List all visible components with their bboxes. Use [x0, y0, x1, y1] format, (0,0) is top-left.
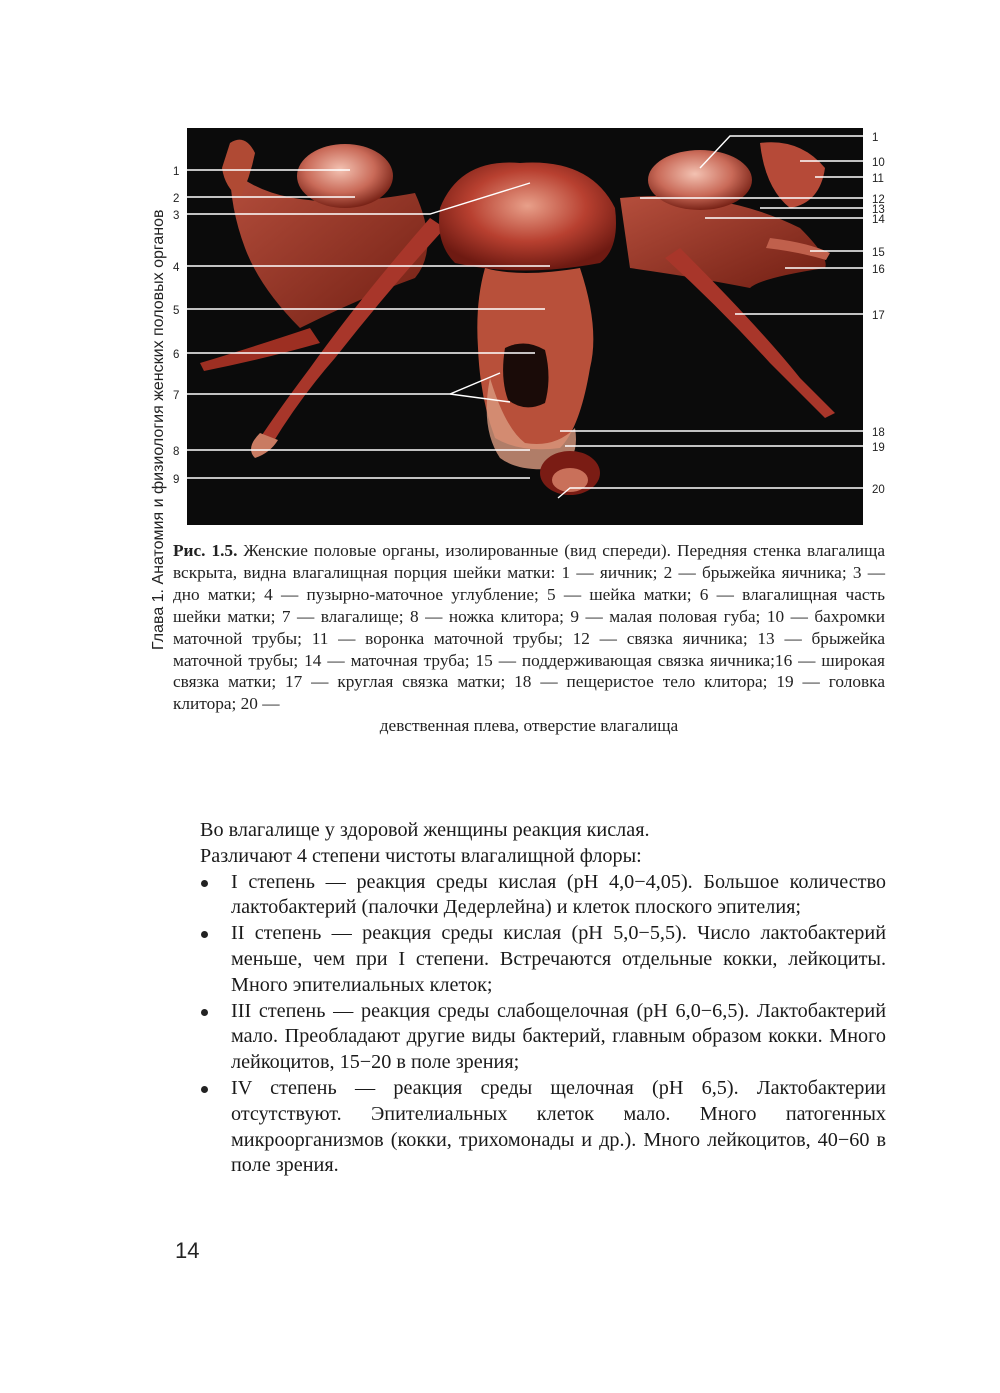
figure-label-right-1: 1 — [872, 132, 879, 144]
figure-label-right-15: 15 — [872, 247, 885, 259]
figure-label-right-20: 20 — [872, 484, 885, 496]
figure-label-right-18: 18 — [872, 427, 885, 439]
figure-label-left-3: 3 — [173, 210, 180, 222]
body-text — [200, 818, 886, 1179]
caption-label: Рис. 1.5. — [173, 541, 238, 560]
list-item: III степень — реакция среды слабощелочная (pH 6,0−6,5). Лактобактерий мало. Преобладают другие виды бактерий, главным образом кокки. Много лейкоцитов, 15−20 в поле зрения; — [200, 999, 886, 1076]
figure-label-left-8: 8 — [173, 446, 180, 458]
running-head: Глава 1. Анатомия и физиология женских половых органов — [150, 209, 167, 650]
figure-label-left-2: 2 — [173, 193, 180, 205]
uterus-fundus — [439, 163, 616, 271]
figure-label-right-11: 11 — [872, 173, 884, 185]
figure-label-left-7: 7 — [173, 390, 180, 402]
page-number: 14 — [175, 1238, 200, 1263]
left-ovary — [297, 144, 393, 208]
figure-label-right-16: 16 — [872, 264, 885, 276]
figure-label-left-5: 5 — [173, 305, 180, 317]
body-paragraph-1: Во влагалище у здоровой женщины реакция кислая. — [200, 819, 650, 841]
caption-text: Женские половые органы, изолированные (вид спереди). Передняя стенка влагалища вскрыта, видна влагалищная порция шейки матки: 1 — яичник; 2 — брыжейка яичника; 3 — дно матки; 4 — пузырно-маточное углубление; 5 — шейка матки; 6 — влагалищная часть шейки матки; 7 — влагалище; 8 — ножка клитора; 9 — малая половая губа; 10 — бахромки маточной трубы; 11 — воронка маточной трубы; 12 — связка яичника; 13 — брыжейка маточной трубы; 14 — маточная труба; 15 — поддерживающая связка яичника;16 — широкая связка матки; 17 — круглая связка матки; 18 — пещеристое тело клитора; 19 — головка клитора; 20 — — [173, 541, 886, 714]
caption-last-line: девственная плева, отверстие влагалища — [379, 716, 679, 736]
anatomy-figure — [160, 128, 900, 528]
figure-label-left-4: 4 — [173, 262, 180, 274]
figure-label-left-1: 1 — [173, 166, 180, 178]
list-item: II степень — реакция среды кислая (pH 5,0−5,5). Число лактобактерий меньше, чем при I степени. Встречаются отдельные кокки, лейкоциты. Много эпителиальных клеток; — [200, 921, 886, 998]
figure-label-left-9: 9 — [173, 474, 180, 486]
purity-degree-list — [200, 870, 886, 1180]
body-paragraph-2: Различают 4 степени чистоты влагалищной флоры: — [200, 844, 642, 867]
figure-label-right-13: 13 — [872, 204, 885, 216]
figure-label-right-19: 19 — [872, 442, 885, 454]
figure-label-right-17: 17 — [872, 310, 885, 322]
list-item: I степень — реакция среды кислая (pH 4,0−4,05). Большое количество лактобактерий (палочки Дедерлейна) и клеток плоского эпителия; — [200, 870, 886, 922]
right-ovary — [648, 150, 752, 210]
figure-label-right-14: 14 — [872, 214, 885, 226]
figure-label-right-10: 10 — [872, 157, 885, 169]
figure-label-right-12: 12 — [872, 194, 885, 206]
figure-caption — [173, 540, 885, 737]
anatomy-figure-svg — [160, 128, 900, 528]
figure-label-left-6: 6 — [173, 349, 180, 361]
list-item: IV степень — реакция среды щелочная (pH 6,5). Лактобактерии отсутствуют. Эпителиальных клеток мало. Много патогенных микроорганизмов (кокки, трихомонады и др.). Много лейкоцитов, 40−60 в поле зрения. — [200, 1076, 886, 1179]
